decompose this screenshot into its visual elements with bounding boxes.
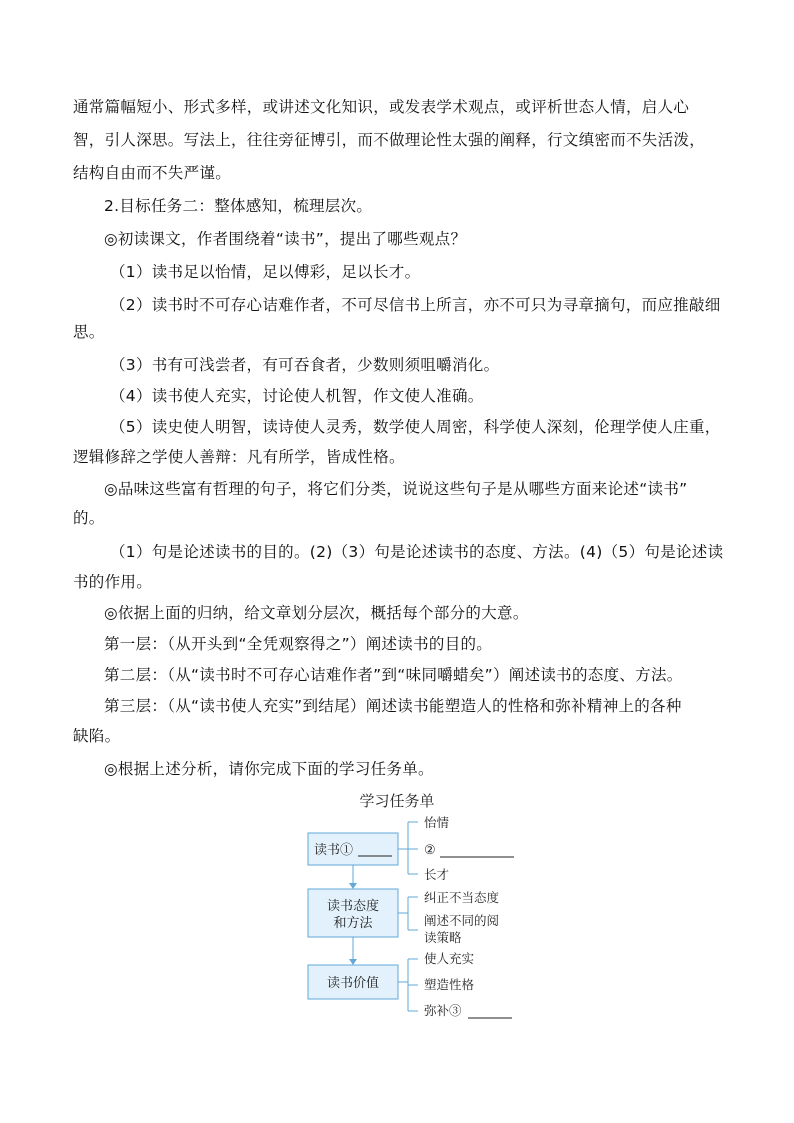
question-line: ◎根据上述分析，请你完成下面的学习任务单。 (104, 760, 434, 778)
answer-line-cont: 思。 (73, 323, 105, 341)
box1-label: 读书① (314, 843, 354, 858)
group3-item: 弥补③ (424, 1003, 462, 1018)
question-line: ◎依据上面的归纳，给文章划分层次，概括每个部分的大意。 (104, 604, 529, 622)
box2-label-line1: 读书态度 (326, 899, 380, 914)
body-text-line: 智，引人深思。写法上，往往旁征博引，而不做理论性太强的阐释，行文缜密而不失活泼， (73, 131, 706, 149)
question-line-cont: 的。 (73, 509, 105, 527)
body-text-line: 结构自由而不失严谨。 (73, 164, 232, 182)
group2-item: 纠正不当态度 (424, 890, 500, 905)
question-line: ◎初读课文，作者围绕着“读书”，提出了哪些观点？ (104, 230, 467, 248)
layer-line-cont: 缺陷。 (73, 727, 121, 745)
body-text-line: 通常篇幅短小、形式多样，或讲述文化知识，或发表学术观点，或评析世态人情，启人心 (73, 98, 690, 116)
answer-line: （3）书有可浅尝者，有可吞食者，少数则须咀嚼消化。 (110, 356, 500, 374)
box3-label: 读书价值 (326, 976, 380, 991)
group1-item: ② (424, 843, 436, 858)
layer-line: 第一层：（从开头到“全凭观察得之”）阐述读书的目的。 (104, 635, 493, 653)
arrow-head (349, 959, 357, 965)
group1-item: 怡情 (424, 815, 450, 830)
group3-item: 使人充实 (424, 951, 475, 966)
box2-label-line2: 和方法 (333, 916, 373, 931)
bracket-group1 (398, 822, 418, 874)
answer-line: （4）读书使人充实，讨论使人机智，作文使人准确。 (110, 387, 484, 405)
layer-line: 第三层：（从“读书使人充实”到结尾）阐述读书能塑造人的性格和弥补精神上的各种 (104, 697, 682, 715)
group1-item: 长才 (424, 867, 450, 882)
question-line: ◎品味这些富有哲理的句子，将它们分类，说说这些句子是从哪些方面来论述“读书” (104, 480, 688, 498)
group3-item: 塑造性格 (424, 977, 475, 992)
answer-line: （5）读史使人明智，读诗使人灵秀，数学使人周密，科学使人深刻，伦理学使人庄重， (110, 418, 721, 436)
answer-line-cont: 逻辑修辞之学使人善辩：凡有所学，皆成性格。 (73, 448, 405, 466)
diagram-title: 学习任务单 (359, 792, 435, 810)
task-heading: 2.目标任务二：整体感知，梳理层次。 (104, 197, 373, 215)
arrow-head (349, 883, 357, 889)
answer-line: （2）读书时不可存心诘难作者，不可尽信书上所言，亦不可只为寻章摘句，而应推敲细 (110, 296, 721, 314)
layer-line: 第二层：（从“读书时不可存心诘难作者”到“味同嚼蜡矣”）阐述读书的态度、方法。 (104, 666, 683, 684)
answer-line-cont: 书的作用。 (73, 573, 153, 591)
group2-item: 阐述不同的阅 (424, 913, 500, 928)
answer-line: （1）句是论述读书的目的。(2)（3）句是论述读书的态度、方法。(4)（5）句是论述读 (110, 543, 724, 561)
answer-line: （1）读书足以怡情，足以傅彩，足以长才。 (110, 263, 421, 281)
group2-item-cont: 读策略 (424, 930, 462, 945)
bracket-group3 (398, 959, 418, 1011)
bracket-group2 (398, 897, 418, 930)
